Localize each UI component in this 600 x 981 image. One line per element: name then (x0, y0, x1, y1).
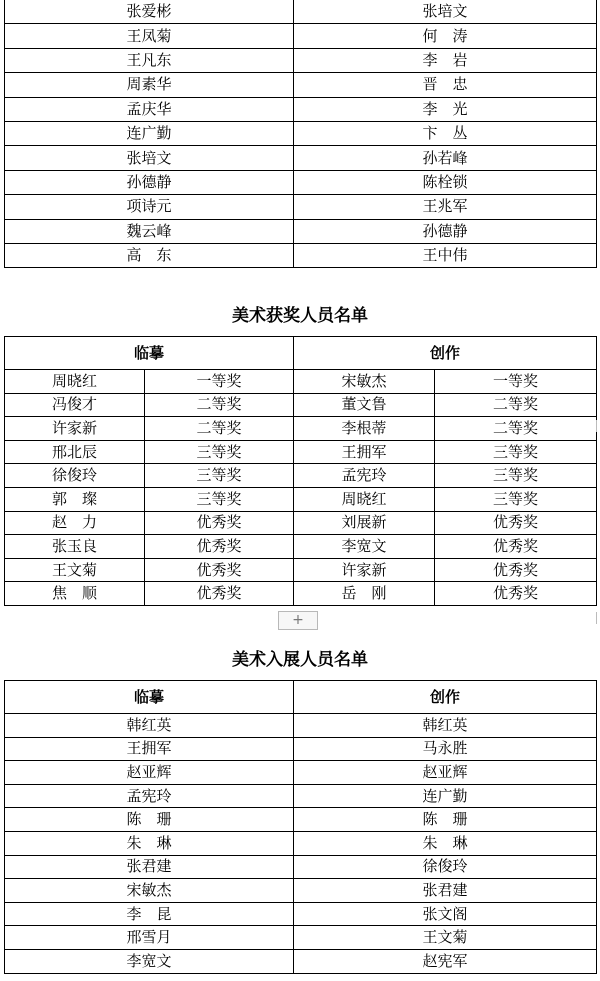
table-row (5, 535, 597, 559)
awards-header-row (5, 337, 597, 370)
table-row (5, 737, 597, 761)
header-copying: 临摹 (5, 681, 294, 714)
table-cell: 张爱彬 (5, 0, 294, 24)
table-cell: 三等奖 (435, 440, 597, 464)
table-cell: 韩红英 (294, 714, 597, 738)
table-cell: 一等奖 (145, 370, 294, 394)
table-cell: 韩红英 (5, 714, 294, 738)
table-cell: 李 昆 (5, 902, 294, 926)
table-cell: 三等奖 (145, 440, 294, 464)
table-cell: 二等奖 (145, 393, 294, 417)
table-cell: 王中伟 (294, 243, 597, 267)
table-cell: 徐俊玲 (294, 855, 597, 879)
table-row (5, 195, 597, 219)
table-cell: 王文菊 (294, 926, 597, 950)
table-cell: 优秀奖 (145, 582, 294, 606)
table-cell: 赵亚辉 (294, 761, 597, 785)
table-cell: 魏云峰 (5, 219, 294, 243)
table-cell: 朱 琳 (5, 831, 294, 855)
table-cell: 优秀奖 (435, 558, 597, 582)
table-cell: 孟庆华 (5, 97, 294, 121)
add-row-button[interactable]: + (278, 611, 318, 630)
table-cell: 高 东 (5, 243, 294, 267)
table-cell: 李宽文 (294, 535, 435, 559)
table-cell: 孙若峰 (294, 146, 597, 170)
table-cell: 何 涛 (294, 24, 597, 48)
table-cell: 赵 力 (5, 511, 145, 535)
table-cell: 优秀奖 (145, 511, 294, 535)
table-row (5, 487, 597, 511)
table-row (5, 121, 597, 145)
table-row (5, 146, 597, 170)
table-cell: 岳 刚 (294, 582, 435, 606)
table-cell: 李根蒂 (294, 417, 435, 441)
table-cell: 优秀奖 (435, 582, 597, 606)
table-cell: 王拥军 (294, 440, 435, 464)
table-row (5, 582, 597, 606)
table-cell: 董文鲁 (294, 393, 435, 417)
table-row (5, 0, 597, 24)
table-cell: 陈栓锁 (294, 170, 597, 194)
table-cell: 王文菊 (5, 558, 145, 582)
table-cell: 陈 珊 (5, 808, 294, 832)
table-row (5, 714, 597, 738)
table-row (5, 24, 597, 48)
table-cell: 张培文 (5, 146, 294, 170)
table-cell: 张君建 (294, 879, 597, 903)
table-cell: 李 岩 (294, 48, 597, 72)
table-row (5, 761, 597, 785)
table-cell: 一等奖 (435, 370, 597, 394)
table-cell: 张文阁 (294, 902, 597, 926)
table-cell: 孟宪玲 (294, 464, 435, 488)
table-cell: 三等奖 (145, 464, 294, 488)
table-cell: 徐俊玲 (5, 464, 145, 488)
header-creation: 创作 (294, 681, 597, 714)
table-cell: 焦 顺 (5, 582, 145, 606)
table-cell: 优秀奖 (145, 535, 294, 559)
table-row (5, 464, 597, 488)
names-table-top (4, 0, 597, 268)
awards-table-body (5, 370, 597, 606)
table-cell: 许家新 (294, 558, 435, 582)
table-row (5, 855, 597, 879)
table-cell: 卞 丛 (294, 121, 597, 145)
table-cell: 宋敏杰 (5, 879, 294, 903)
table-cell: 连广勤 (5, 121, 294, 145)
table-row (5, 926, 597, 950)
table-cell: 三等奖 (435, 464, 597, 488)
table-row (5, 902, 597, 926)
table-cell: 张培文 (294, 0, 597, 24)
table-cell: 张君建 (5, 855, 294, 879)
header-copying: 临摹 (5, 337, 294, 370)
table-cell: 二等奖 (145, 417, 294, 441)
table-row (5, 831, 597, 855)
names-table-top-body (5, 0, 597, 268)
exhibition-header-row (5, 681, 597, 714)
table-cell: 李 光 (294, 97, 597, 121)
table-cell: 周晓红 (5, 370, 145, 394)
exhibition-table-body (5, 714, 597, 974)
table-cell: 马永胜 (294, 737, 597, 761)
table-cell: 三等奖 (145, 487, 294, 511)
table-cell: 连广勤 (294, 784, 597, 808)
table-cell: 赵亚辉 (5, 761, 294, 785)
table-cell: 孙德静 (5, 170, 294, 194)
table-cell: 优秀奖 (435, 535, 597, 559)
table-row (5, 48, 597, 72)
table-row (5, 511, 597, 535)
table-row (5, 949, 597, 973)
table-cell: 王凡东 (5, 48, 294, 72)
table-cell: 邢雪月 (5, 926, 294, 950)
table-row (5, 219, 597, 243)
table-row (5, 558, 597, 582)
table-cell: 周晓红 (294, 487, 435, 511)
table-cell: 张玉良 (5, 535, 145, 559)
table-cell: 项诗元 (5, 195, 294, 219)
table-row (5, 73, 597, 97)
table-row (5, 370, 597, 394)
table-cell: 陈 珊 (294, 808, 597, 832)
table-row (5, 784, 597, 808)
table-cell: 许家新 (5, 417, 145, 441)
table-cell: 二等奖 (435, 393, 597, 417)
table-row (5, 97, 597, 121)
table-cell: 王凤菊 (5, 24, 294, 48)
header-creation: 创作 (294, 337, 597, 370)
table-cell: 三等奖 (435, 487, 597, 511)
table-cell: 赵宪军 (294, 949, 597, 973)
table-cell: 优秀奖 (435, 511, 597, 535)
table-cell: 冯俊才 (5, 393, 145, 417)
table-cell: 王兆军 (294, 195, 597, 219)
table-row (5, 417, 597, 441)
table-cell: 刘展新 (294, 511, 435, 535)
awards-table (4, 336, 597, 606)
table-cell: 李宽文 (5, 949, 294, 973)
table-cell: 二等奖 (435, 417, 597, 441)
page-edge-mark (596, 420, 597, 432)
exhibition-title: 美术入展人员名单 (232, 650, 368, 670)
table-cell: 孟宪玲 (5, 784, 294, 808)
table-cell: 孙德静 (294, 219, 597, 243)
page-edge-mark (596, 612, 597, 624)
table-cell: 王拥军 (5, 737, 294, 761)
table-cell: 邢北辰 (5, 440, 145, 464)
table-cell: 朱 琳 (294, 831, 597, 855)
table-cell: 周素华 (5, 73, 294, 97)
table-cell: 郭 璨 (5, 487, 145, 511)
table-row (5, 393, 597, 417)
table-cell: 晋 忠 (294, 73, 597, 97)
table-row (5, 879, 597, 903)
exhibition-table (4, 680, 597, 974)
table-row (5, 440, 597, 464)
awards-title: 美术获奖人员名单 (232, 306, 368, 326)
table-cell: 宋敏杰 (294, 370, 435, 394)
table-row (5, 170, 597, 194)
table-cell: 优秀奖 (145, 558, 294, 582)
table-row (5, 808, 597, 832)
table-row (5, 243, 597, 267)
